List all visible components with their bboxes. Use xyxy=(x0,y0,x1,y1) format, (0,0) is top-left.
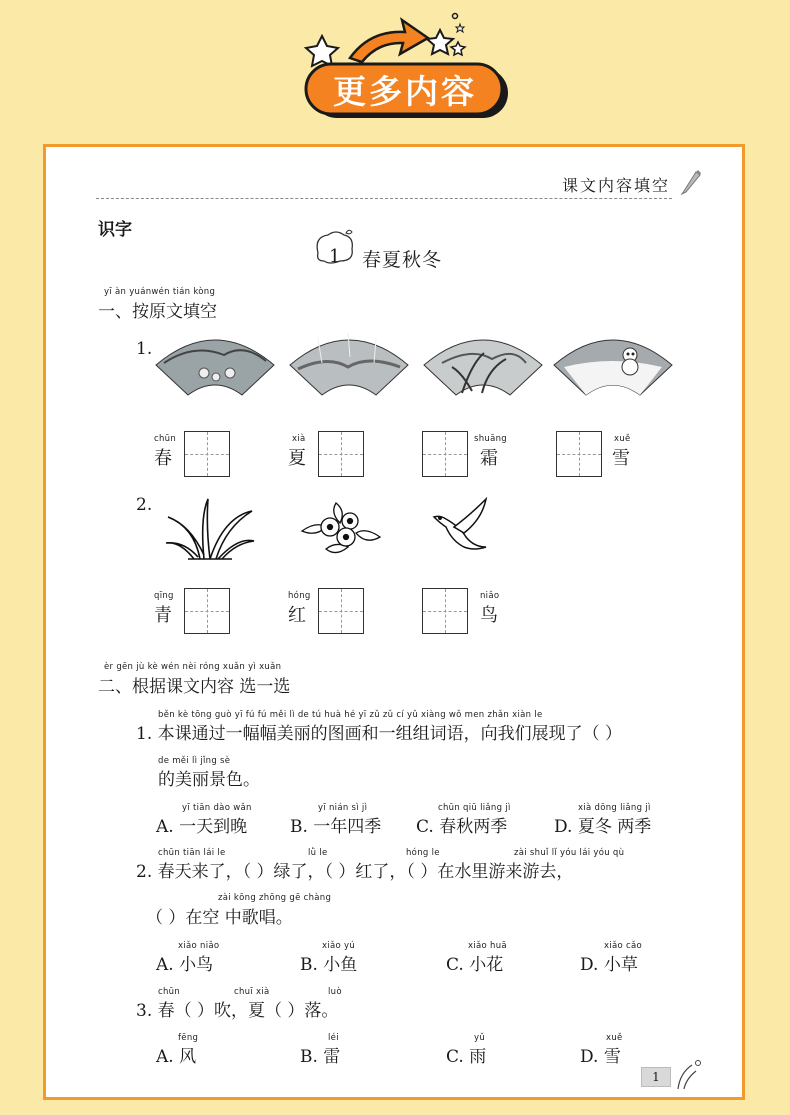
option-pinyin: xià dōng liǎng jì xyxy=(578,803,651,813)
page-number: 1 xyxy=(641,1067,671,1087)
q2-line1: 2. 春天来了，（ ）绿了，（ ）红了，（ ）在水里游来游去， xyxy=(136,862,574,882)
option-b[interactable]: B. 雷 xyxy=(300,1047,341,1067)
autumn-fan-image xyxy=(422,333,544,403)
writing-grid-box[interactable] xyxy=(318,588,364,634)
q2-label: 2. xyxy=(136,495,153,515)
q3-line1-pinyin: luò xyxy=(328,987,342,997)
worksheet-card xyxy=(43,144,745,1100)
bird-icon xyxy=(430,497,490,559)
q2-line1-pinyin: zài shuǐ lǐ yóu lái yóu qù xyxy=(514,848,625,858)
word-char: 夏 xyxy=(288,448,306,469)
part1-title: 一、按原文填空 xyxy=(98,302,217,322)
winter-fan-image xyxy=(552,333,674,403)
option-pinyin: chūn qiū liǎng jì xyxy=(438,803,511,813)
q1-line2: 的美丽景色。 xyxy=(158,770,260,790)
word-char: 鸟 xyxy=(480,605,498,626)
flowers-icon xyxy=(296,497,386,559)
word-pinyin: xuě xyxy=(614,434,631,444)
writing-grid-box[interactable] xyxy=(422,431,468,477)
word-pinyin: niǎo xyxy=(480,591,500,601)
q2-line1-pinyin: chūn tiān lái le xyxy=(158,848,226,858)
page-decoration-icon xyxy=(674,1057,704,1091)
q2-line1-pinyin: lǜ le xyxy=(308,848,328,858)
word-pinyin: qīng xyxy=(154,591,174,601)
option-d[interactable]: D. 夏冬 两季 xyxy=(554,817,652,837)
option-pinyin: fēng xyxy=(178,1033,199,1043)
q2-line1-pinyin: hóng le xyxy=(406,848,440,858)
lesson-title: 春夏秋冬 xyxy=(362,249,443,271)
option-c[interactable]: C. 雨 xyxy=(446,1047,487,1067)
q3-line1-pinyin: chūn xyxy=(158,987,181,997)
option-a[interactable]: A. 一天到晚 xyxy=(156,817,248,837)
option-a[interactable]: A. 小鸟 xyxy=(156,955,214,975)
part1-pinyin: yī àn yuánwén tián kòng xyxy=(104,287,216,297)
word-pinyin: hóng xyxy=(288,591,311,601)
option-pinyin: xiǎo cǎo xyxy=(604,941,642,951)
header-title: 课文内容填空 xyxy=(561,176,670,195)
part2-title: 二、根据课文内容 选一选 xyxy=(98,677,291,697)
q3-line1-pinyin: chuī xià xyxy=(234,987,270,997)
word-char: 春 xyxy=(154,448,172,469)
writing-grid-box[interactable] xyxy=(184,431,230,477)
writing-grid-box[interactable] xyxy=(556,431,602,477)
option-pinyin: yī tiān dào wǎn xyxy=(182,803,252,813)
header-divider xyxy=(96,198,672,199)
word-char: 霜 xyxy=(480,448,498,469)
option-b[interactable]: B. 小鱼 xyxy=(300,955,358,975)
option-b[interactable]: B. 一年四季 xyxy=(290,817,382,837)
word-pinyin: xià xyxy=(292,434,306,444)
q1-line1-pinyin: běn kè tōng guò yī fú fú měi lì de tú huà hé yī zǔ zǔ cí yǔ xiàng wǒ men zhǎn xiàn le xyxy=(158,710,543,720)
option-pinyin: xiǎo huā xyxy=(468,941,507,951)
word-char: 雪 xyxy=(612,448,630,469)
q1-label: 1. xyxy=(136,339,153,359)
option-c[interactable]: C. 春秋两季 xyxy=(416,817,508,837)
word-char: 青 xyxy=(154,605,172,626)
option-a[interactable]: A. 风 xyxy=(156,1047,197,1067)
word-char: 红 xyxy=(288,605,306,626)
spring-fan-image xyxy=(154,333,276,403)
option-pinyin: yī nián sì jì xyxy=(318,803,368,813)
summer-fan-image xyxy=(288,333,410,403)
pencil-icon xyxy=(678,167,702,195)
q3-line1: 3. 春（ ）吹，夏（ ）落。 xyxy=(136,1001,339,1021)
grass-icon xyxy=(164,497,256,563)
arrow-stars-icon xyxy=(300,8,520,68)
word-pinyin: shuāng xyxy=(474,434,507,444)
q1-line1: 1. 本课通过一幅幅美丽的图画和一组组词语，向我们展现了（ ） xyxy=(136,724,623,744)
option-d[interactable]: D. 雪 xyxy=(580,1047,621,1067)
q1-line2-pinyin: de měi lì jǐng sè xyxy=(158,756,231,766)
q2-line2: （ ）在空 中歌唱。 xyxy=(146,908,293,928)
more-content-banner[interactable] xyxy=(300,8,520,120)
word-pinyin: chūn xyxy=(154,434,177,444)
option-pinyin: xuě xyxy=(606,1033,623,1043)
q2-line2-pinyin: zài kōng zhōng gē chàng xyxy=(218,893,332,903)
option-pinyin: xiǎo yú xyxy=(322,941,356,951)
writing-grid-box[interactable] xyxy=(184,588,230,634)
writing-grid-box[interactable] xyxy=(318,431,364,477)
writing-grid-box[interactable] xyxy=(422,588,468,634)
lesson-number: 1 xyxy=(329,246,341,267)
option-d[interactable]: D. 小草 xyxy=(580,955,638,975)
option-pinyin: léi xyxy=(328,1033,339,1043)
part2-pinyin: èr gēn jù kè wén nèi róng xuǎn yì xuǎn xyxy=(104,662,282,672)
option-pinyin: xiǎo niǎo xyxy=(178,941,220,951)
banner-text: 更多内容 xyxy=(333,72,477,111)
option-c[interactable]: C. 小花 xyxy=(446,955,504,975)
option-pinyin: yǔ xyxy=(474,1033,486,1043)
section-label: 识字 xyxy=(98,220,132,240)
